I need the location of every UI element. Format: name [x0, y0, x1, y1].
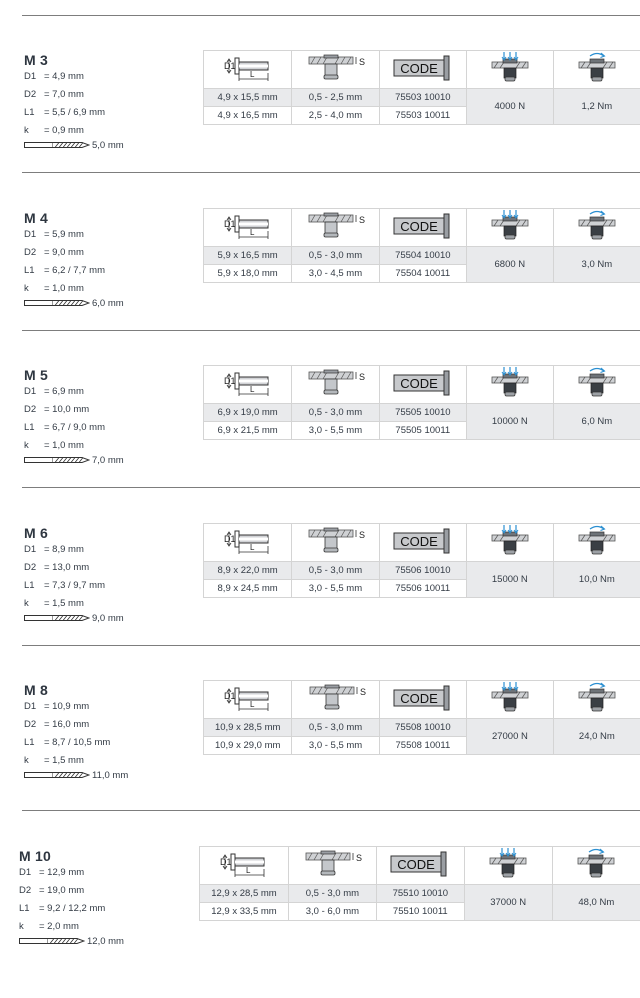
drill-bit-icon: [24, 299, 90, 307]
grip-cell: [292, 524, 379, 562]
spec-label: k: [19, 921, 24, 932]
code-cell: [379, 209, 466, 247]
spec-k: [24, 440, 84, 451]
torque-icon: [576, 847, 616, 881]
tensile-cell: [466, 209, 553, 247]
drill-bit-size: [19, 936, 124, 947]
code-value: 75504 10011: [379, 265, 466, 283]
spec-table: [203, 680, 640, 755]
torque-icon: [577, 524, 617, 558]
svg-text:D1: D1: [219, 857, 232, 867]
code-label: CODE: [400, 376, 438, 391]
spec-d2: [24, 719, 89, 730]
spec-d2: [24, 89, 84, 100]
spec-value: = 1,5 mm: [44, 755, 84, 766]
spec-value: = 12,9 mm: [39, 867, 85, 878]
spec-label: D2: [19, 885, 32, 896]
size-value: 12,9 x 28,5 mm: [200, 885, 289, 903]
rivet-nut-dimension-icon: [220, 212, 276, 240]
spec-d1: [19, 867, 84, 878]
spec-label: D2: [24, 404, 37, 415]
code-cell: [379, 366, 466, 404]
code-value: 75506 10010: [379, 562, 466, 580]
spec-label: D1: [24, 386, 37, 397]
size-section: [0, 52, 640, 202]
spec-label: D2: [24, 247, 37, 258]
spec-value: = 7,3 / 9,7 mm: [44, 580, 105, 591]
torque-cell: [553, 51, 640, 89]
torque-cell: [552, 847, 640, 885]
spec-label: D1: [24, 71, 37, 82]
code-value: 75508 10010: [379, 719, 466, 737]
spec-value: = 8,7 / 10,5 mm: [44, 737, 111, 748]
spec-d2: [24, 247, 84, 258]
drill-bit-size: [24, 455, 124, 466]
size-value: 6,9 x 21,5 mm: [204, 422, 292, 440]
spec-value: = 1,0 mm: [44, 283, 84, 294]
drill-size-value: 5,0 mm: [92, 140, 124, 151]
grip-range-icon: [304, 683, 368, 713]
code-cell: [379, 51, 466, 89]
code-pin-icon: [389, 850, 451, 878]
code-label: CODE: [400, 219, 438, 234]
spec-l1: [24, 265, 105, 276]
svg-text:S: S: [359, 57, 366, 67]
grip-range-icon: [303, 211, 367, 241]
size-title: M 10: [19, 848, 51, 864]
size-title: M 5: [24, 367, 48, 383]
svg-text:D1: D1: [223, 691, 236, 701]
spec-label: k: [24, 125, 29, 136]
size-value: 12,9 x 33,5 mm: [200, 903, 289, 921]
spec-label: L1: [24, 422, 35, 433]
code-pin-icon: [392, 369, 454, 397]
spec-label: D1: [24, 701, 37, 712]
spec-label: k: [24, 598, 29, 609]
torque-cell: [553, 366, 640, 404]
size-value: 5,9 x 18,0 mm: [204, 265, 292, 283]
svg-text:S: S: [356, 853, 363, 863]
spec-d1: [24, 386, 84, 397]
spec-table: [203, 365, 640, 440]
drill-bit-size: [24, 613, 124, 624]
spec-d1: [24, 701, 89, 712]
spec-label: D1: [19, 867, 32, 878]
spec-d1: [24, 229, 84, 240]
code-value: 75503 10010: [379, 89, 466, 107]
spec-d2: [19, 885, 84, 896]
spec-value: = 16,0 mm: [44, 719, 90, 730]
spec-value: = 6,9 mm: [44, 386, 84, 397]
spec-value: = 5,9 mm: [44, 229, 84, 240]
spec-k: [24, 125, 84, 136]
separator-line: [22, 15, 640, 16]
drill-bit-size: [24, 298, 124, 309]
svg-text:S: S: [359, 530, 366, 540]
rivet-nut-dimension-icon: [220, 527, 276, 555]
grip-value: 2,5 - 4,0 mm: [292, 107, 379, 125]
svg-text:D1: D1: [223, 376, 236, 386]
spec-d2: [24, 404, 89, 415]
torque-value: 24,0 Nm: [553, 719, 640, 755]
drill-bit-size: [24, 770, 128, 781]
torque-icon: [577, 209, 617, 243]
drill-bit-icon: [19, 937, 85, 945]
spec-value: = 4,9 mm: [44, 71, 84, 82]
grip-cell: [292, 681, 379, 719]
force-value: 27000 N: [467, 719, 554, 755]
code-pin-icon: [392, 527, 454, 555]
force-value: 15000 N: [466, 562, 553, 598]
torque-icon: [577, 681, 617, 715]
size-value: 5,9 x 16,5 mm: [204, 247, 292, 265]
spec-label: L1: [24, 265, 35, 276]
spec-l1: [24, 580, 105, 591]
svg-text:L: L: [249, 700, 255, 709]
spec-table: [203, 208, 640, 283]
grip-value: 0,5 - 3,0 mm: [292, 247, 379, 265]
size-section: [0, 682, 640, 832]
svg-text:D1: D1: [223, 219, 236, 229]
code-label: CODE: [400, 61, 438, 76]
grip-value: 3,0 - 6,0 mm: [288, 903, 376, 921]
code-cell: [376, 847, 464, 885]
tensile-cell: [467, 681, 554, 719]
spec-k: [24, 283, 84, 294]
code-value: 75503 10011: [379, 107, 466, 125]
grip-range-icon: [303, 526, 367, 556]
tensile-strength-icon: [490, 524, 530, 558]
grip-value: 3,0 - 4,5 mm: [292, 265, 379, 283]
size-section: [0, 210, 640, 360]
torque-value: 6,0 Nm: [553, 404, 640, 440]
spec-value: = 6,7 / 9,0 mm: [44, 422, 105, 433]
code-value: 75510 10010: [376, 885, 464, 903]
size-title: M 8: [24, 682, 48, 698]
spec-l1: [24, 107, 105, 118]
spec-label: L1: [19, 903, 30, 914]
spec-value: = 2,0 mm: [39, 921, 79, 932]
spec-label: D1: [24, 229, 37, 240]
spec-value: = 10,9 mm: [44, 701, 90, 712]
svg-text:S: S: [359, 372, 366, 382]
spec-value: = 13,0 mm: [44, 562, 90, 573]
grip-cell: [288, 847, 376, 885]
spec-label: k: [24, 755, 29, 766]
grip-value: 3,0 - 5,5 mm: [292, 422, 379, 440]
size-section: [0, 848, 640, 998]
svg-text:L: L: [249, 543, 255, 552]
tensile-strength-icon: [490, 51, 530, 85]
spec-l1: [24, 422, 105, 433]
drill-size-value: 9,0 mm: [92, 613, 124, 624]
code-label: CODE: [400, 534, 438, 549]
spec-value: = 9,2 / 12,2 mm: [39, 903, 106, 914]
spec-value: = 8,9 mm: [44, 544, 84, 555]
spec-label: L1: [24, 580, 35, 591]
svg-text:L: L: [245, 866, 251, 875]
size-value: 4,9 x 15,5 mm: [204, 89, 292, 107]
size-value: 8,9 x 24,5 mm: [204, 580, 292, 598]
drill-bit-icon: [24, 614, 90, 622]
rivet-nut-dimension-icon: [216, 850, 272, 878]
code-value: 75505 10011: [379, 422, 466, 440]
drill-bit-icon: [24, 456, 90, 464]
spec-table: [203, 50, 640, 125]
code-value: 75505 10010: [379, 404, 466, 422]
tensile-cell: [466, 51, 553, 89]
torque-icon: [577, 366, 617, 400]
size-value: 10,9 x 28,5 mm: [204, 719, 292, 737]
spec-value: = 19,0 mm: [39, 885, 85, 896]
force-value: 6800 N: [466, 247, 553, 283]
spec-value: = 0,9 mm: [44, 125, 84, 136]
spec-table: [203, 523, 640, 598]
torque-icon: [577, 51, 617, 85]
dimension-cell: [204, 524, 292, 562]
spec-value: = 5,5 / 6,9 mm: [44, 107, 105, 118]
code-cell: [379, 524, 466, 562]
grip-cell: [292, 209, 379, 247]
spec-l1: [19, 903, 105, 914]
size-section: [0, 525, 640, 675]
spec-label: D2: [24, 719, 37, 730]
spec-value: = 1,5 mm: [44, 598, 84, 609]
grip-value: 0,5 - 3,0 mm: [292, 719, 379, 737]
drill-size-value: 6,0 mm: [92, 298, 124, 309]
drill-bit-icon: [24, 771, 90, 779]
tensile-strength-icon: [490, 681, 530, 715]
torque-value: 3,0 Nm: [553, 247, 640, 283]
code-value: 75504 10010: [379, 247, 466, 265]
force-value: 37000 N: [464, 885, 552, 921]
spec-l1: [24, 737, 110, 748]
tensile-strength-icon: [490, 209, 530, 243]
spec-value: = 7,0 mm: [44, 89, 84, 100]
spec-value: = 9,0 mm: [44, 247, 84, 258]
torque-value: 10,0 Nm: [553, 562, 640, 598]
rivet-nut-dimension-icon: [220, 54, 276, 82]
svg-text:S: S: [359, 687, 366, 697]
grip-value: 0,5 - 2,5 mm: [292, 89, 379, 107]
tensile-cell: [466, 366, 553, 404]
torque-value: 48,0 Nm: [552, 885, 640, 921]
drill-bit-size: [24, 140, 124, 151]
spec-d1: [24, 71, 84, 82]
size-value: 4,9 x 16,5 mm: [204, 107, 292, 125]
spec-table: [199, 846, 640, 921]
svg-text:L: L: [249, 385, 255, 394]
code-value: 75508 10011: [379, 737, 466, 755]
size-title: M 6: [24, 525, 48, 541]
spec-value: = 1,0 mm: [44, 440, 84, 451]
torque-value: 1,2 Nm: [553, 89, 640, 125]
rivet-nut-dimension-icon: [220, 369, 276, 397]
svg-text:D1: D1: [223, 61, 236, 71]
force-value: 10000 N: [466, 404, 553, 440]
rivet-nut-dimension-icon: [220, 684, 276, 712]
svg-text:D1: D1: [223, 534, 236, 544]
size-value: 6,9 x 19,0 mm: [204, 404, 292, 422]
spec-label: L1: [24, 107, 35, 118]
drill-size-value: 11,0 mm: [92, 770, 129, 781]
code-pin-icon: [392, 212, 454, 240]
dimension-cell: [200, 847, 289, 885]
spec-k: [24, 755, 84, 766]
tensile-cell: [466, 524, 553, 562]
size-section: [0, 367, 640, 517]
dimension-cell: [204, 51, 292, 89]
size-value: 10,9 x 29,0 mm: [204, 737, 292, 755]
grip-value: 3,0 - 5,5 mm: [292, 580, 379, 598]
spec-label: D2: [24, 562, 37, 573]
code-cell: [379, 681, 466, 719]
torque-cell: [553, 209, 640, 247]
drill-size-value: 12,0 mm: [87, 936, 124, 947]
grip-value: 3,0 - 5,5 mm: [292, 737, 379, 755]
spec-value: = 6,2 / 7,7 mm: [44, 265, 105, 276]
grip-cell: [292, 366, 379, 404]
size-value: 8,9 x 22,0 mm: [204, 562, 292, 580]
drill-bit-icon: [24, 141, 90, 149]
spec-d2: [24, 562, 89, 573]
code-pin-icon: [392, 54, 454, 82]
spec-label: L1: [24, 737, 35, 748]
grip-value: 0,5 - 3,0 mm: [292, 404, 379, 422]
dimension-cell: [204, 366, 292, 404]
code-label: CODE: [397, 857, 436, 872]
force-value: 4000 N: [466, 89, 553, 125]
grip-cell: [292, 51, 379, 89]
spec-label: D2: [24, 89, 37, 100]
code-value: 75506 10011: [379, 580, 466, 598]
grip-range-icon: [303, 53, 367, 83]
drill-size-value: 7,0 mm: [92, 455, 124, 466]
size-title: M 4: [24, 210, 48, 226]
dimension-cell: [204, 209, 292, 247]
torque-cell: [553, 681, 640, 719]
spec-k: [24, 598, 84, 609]
spec-label: k: [24, 283, 29, 294]
grip-value: 0,5 - 3,0 mm: [292, 562, 379, 580]
spec-label: D1: [24, 544, 37, 555]
tensile-strength-icon: [490, 366, 530, 400]
code-label: CODE: [400, 691, 438, 706]
spec-value: = 10,0 mm: [44, 404, 90, 415]
torque-cell: [553, 524, 640, 562]
spec-k: [19, 921, 79, 932]
spec-label: k: [24, 440, 29, 451]
grip-value: 0,5 - 3,0 mm: [288, 885, 376, 903]
grip-range-icon: [300, 849, 364, 879]
svg-text:L: L: [249, 228, 255, 237]
dimension-cell: [204, 681, 292, 719]
code-pin-icon: [392, 684, 454, 712]
tensile-strength-icon: [488, 847, 528, 881]
svg-text:L: L: [249, 70, 255, 79]
tensile-cell: [464, 847, 552, 885]
code-value: 75510 10011: [376, 903, 464, 921]
spec-d1: [24, 544, 84, 555]
grip-range-icon: [303, 368, 367, 398]
svg-text:S: S: [359, 215, 366, 225]
size-title: M 3: [24, 52, 48, 68]
